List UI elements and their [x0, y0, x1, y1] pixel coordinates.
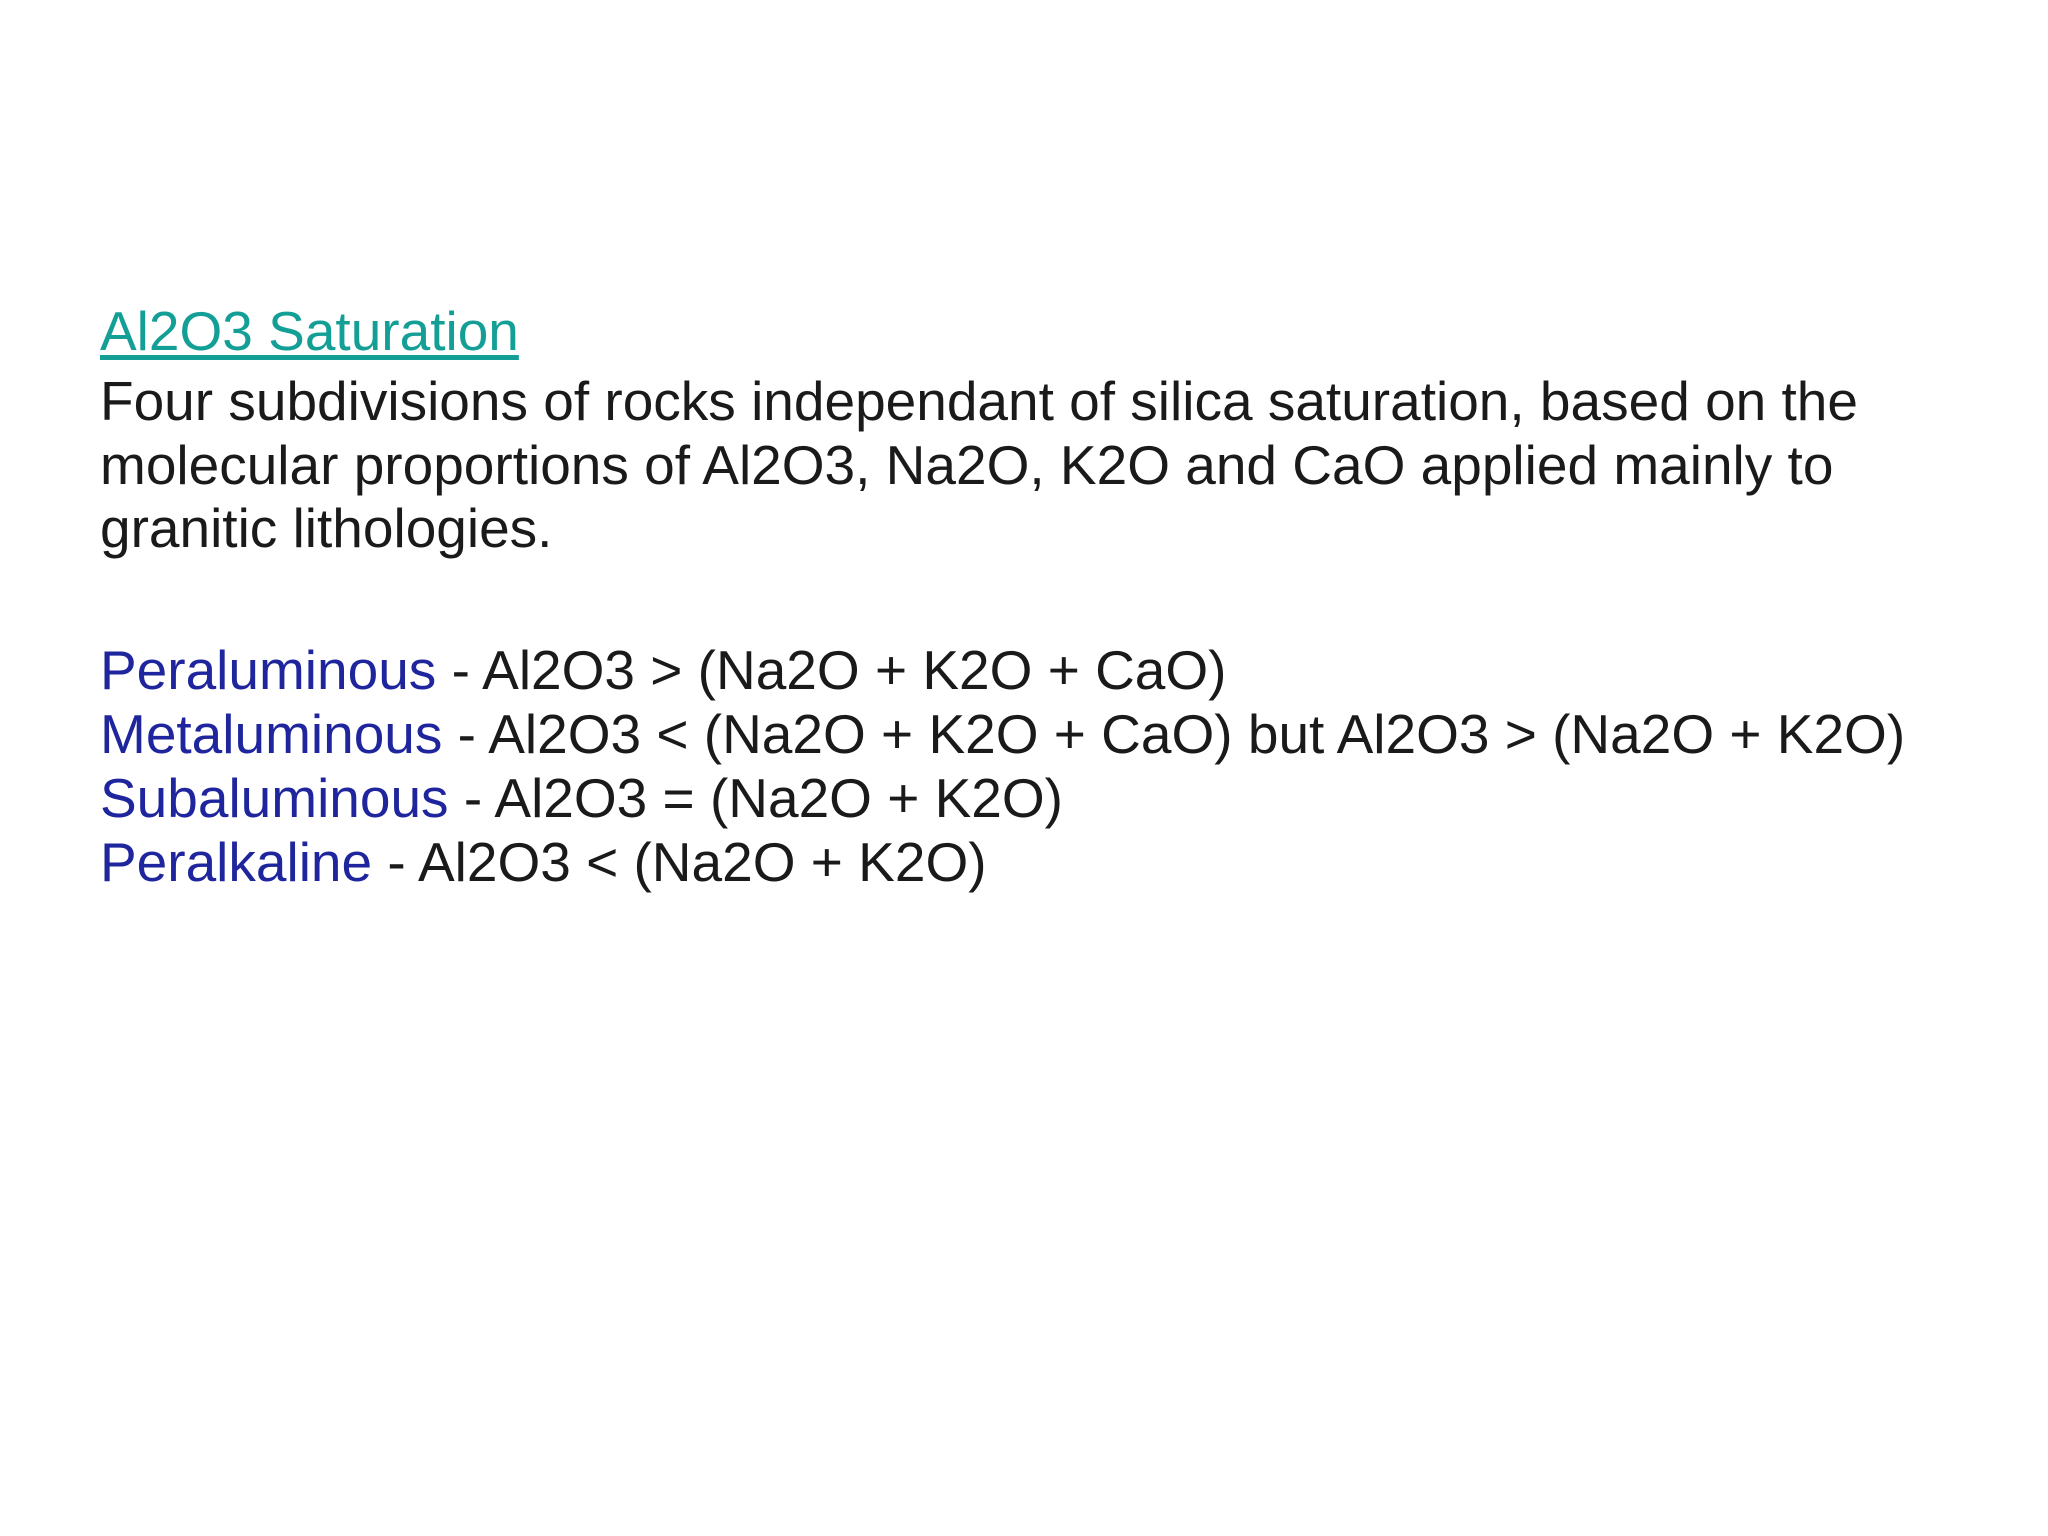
slide-paragraph: Four subdivisions of rocks independant of silica saturation, based on the molecular proportions of Al2O3, Na2O, K2O and CaO applied mainly to granitic lithologies.: [100, 369, 1858, 560]
definition-term: Metaluminous: [100, 702, 443, 765]
definition-expression: - Al2O3 = (Na2O + K2O): [448, 766, 1063, 829]
definition-term: Peralkaline: [100, 830, 373, 893]
definition-list: [100, 639, 1950, 894]
slide-content: [100, 300, 1950, 894]
paragraph-spacer: [100, 561, 1950, 639]
definition-term: Subaluminous: [100, 766, 449, 829]
definition-item-subaluminous: [100, 767, 1930, 831]
slide-heading: Al2O3 Saturation: [100, 300, 519, 362]
heading-row: [100, 300, 1950, 368]
definition-item-peralkaline: [100, 831, 1930, 895]
definition-item-metaluminous: [100, 703, 1930, 767]
definition-term: Peraluminous: [100, 639, 437, 702]
definition-expression: - Al2O3 < (Na2O + K2O): [372, 830, 987, 893]
definition-expression: - Al2O3 > (Na2O + K2O + CaO): [436, 639, 1227, 702]
definition-item-peraluminous: [100, 639, 1930, 703]
definition-expression: - Al2O3 < (Na2O + K2O + CaO) but Al2O3 > (Na2O + K2O): [442, 702, 1906, 765]
